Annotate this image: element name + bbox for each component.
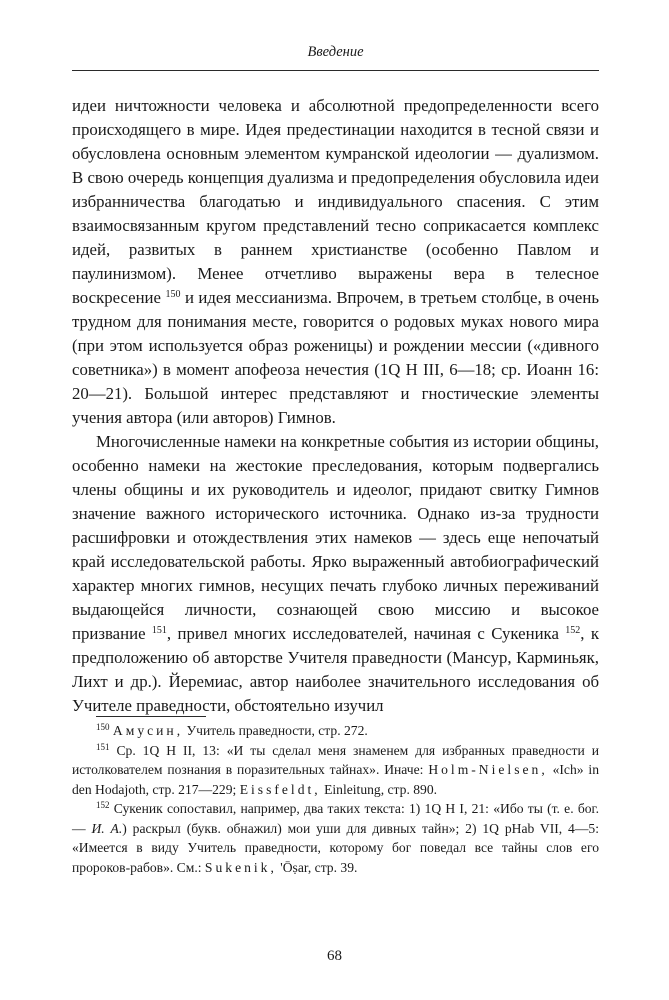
footnote-151: [72, 741, 599, 800]
footnote-ref-151: 151: [151, 625, 167, 636]
page-number: 68: [327, 948, 342, 964]
footnote-152-initials: И. А.: [91, 820, 123, 836]
footnote-150-text: Учитель праведности, стр. 272.: [183, 723, 368, 738]
footnote-152-text-a: Сукеник сопоставил, например, два таких текста: 1) 1Q H I, 21: «Ибо ты (т. е. бог. —: [72, 801, 599, 836]
footnote-ref-152: 152: [565, 625, 581, 636]
paragraph-2-text-a: Многочисленные намеки на конкретные события из истории общины, особенно намеки на жестокие преследования, которым подвергались члены общины и их руководитель и идеолог, придают свитку Гимнов значение важного исторического источника. Однако из-за трудности расшифровки и отождествления этих намеков — здесь еще непочатый край исследовательской работы. Ярко выраженный автобиографический характер многих гимнов, несущих печать глубоко личных переживаний выдающейся личности, сознающей свою миссию и высокое призвание: [72, 432, 599, 643]
footnote-150-number: 150: [96, 722, 110, 732]
paragraph-1-text-a: идеи ничтожности человека и абсолютной предопределенности всего происходящего в мире. Идея предестинации находится в тесной связи и обусловлена основным элементом кумранской идеологии — дуализмом. В свою очередь концепция дуализма и предопределения обусловила идеи избранничества благодатью и индивидуального спасения. С этим взаимосвязанным кругом представлений тесно соприкасается комплекс идей, развитых в раннем христианстве (особенно Павлом и паулинизмом). Менее отчетливо выражены вера в телесное воскресение: [72, 96, 599, 307]
footnote-151-text-c: Einleitung, стр. 890.: [320, 781, 438, 797]
footnote-150: [72, 721, 599, 741]
footnote-152-text-c: 'Ōṣar, стр. 39.: [276, 859, 358, 875]
paragraph-2: [72, 430, 599, 718]
footnote-150-author: Амусин,: [112, 723, 184, 738]
footnote-151-author-1: Holm-Nielsen,: [428, 762, 548, 777]
footnote-ref-150: 150: [165, 289, 181, 300]
running-header: [72, 44, 599, 71]
footnote-151-text-a: Ср. 1Q H II, 13: «И ты сделал меня знаменем для избранных праведности и истолкователем познания в поразительных тайнах». Иначе:: [72, 742, 599, 777]
paragraph-2-text-b: , привел многих исследователей, начиная с Сукеника: [166, 624, 559, 643]
footnote-151-text-b: «Ich» in den Hodajoth, стр. 217—229;: [72, 762, 599, 797]
main-text: [72, 94, 599, 718]
footnote-152-number: 152: [96, 800, 110, 810]
footnote-divider: [96, 716, 206, 717]
running-header-title: Введение: [307, 44, 364, 60]
footnote-152: [72, 799, 599, 877]
footnote-152-text-b: ) раскрыл (букв. обнажил) мои уши для дивных тайн»; 2) 1Q pHab VII, 4—5: «Имеется в виду Учитель праведности, которому бог поведал все тайны слов его пророков-рабов». См.:: [72, 820, 599, 875]
footnote-151-author-2: Eissfeldt,: [239, 781, 321, 797]
footnote-151-number: 151: [96, 741, 110, 752]
paragraph-1-text-b: и идея мессианизма. Впрочем, в третьем столбце, в очень трудном для понимания месте, говорится о родовых муках нового мира (при этом используется образ роженицы) и рождении мессии («дивного советника») в момент апофеоза нечестия (1Q H III, 6—18; ср. Иоанн 16: 20—21). Большой интерес представляют и гностические элементы учения автора (или авторов) Гимнов.: [72, 288, 599, 427]
paragraph-1: [72, 94, 599, 430]
footnotes: [72, 721, 599, 877]
footnote-152-author: Sukenik,: [204, 859, 277, 875]
paragraph-2-text-c: , к предположению об авторстве Учителя праведности (Мансур, Карминьяк, Лихт и др.). Йеремиас, автор наиболее значительного исследования об Учителе праведности, обстоятельно изучил: [72, 624, 599, 715]
